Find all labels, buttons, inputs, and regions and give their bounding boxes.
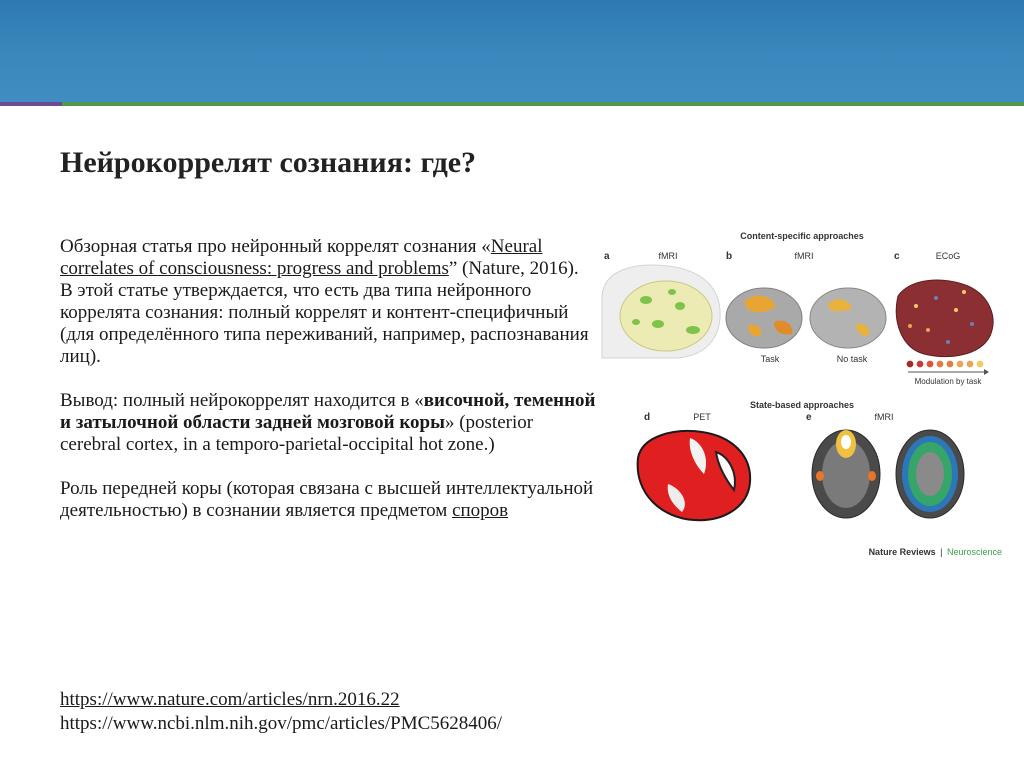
header-band [0, 0, 1024, 102]
dispute-link[interactable]: споров [452, 500, 509, 521]
panel-c-letter: c [894, 251, 900, 262]
panel-e-axial-slice-1 [812, 430, 880, 518]
label-no-task: No task [836, 354, 868, 364]
label-modulation-by-task: Modulation by task [914, 377, 982, 386]
panel-b-letter: b [726, 251, 733, 262]
panel-d-letter: d [644, 412, 651, 423]
header-divider [0, 102, 1024, 106]
paragraph-review: Обзорная статья про нейронный коррелят сознания «Neural correlates of consciousness: progress and problems” (Nature, 2016). В этой статье утверждается, что есть два типа нейронного коррелята сознания: полный коррелят и контент-специфичный (для определённого типа переживаний, например, распознавания лиц). [60, 236, 589, 367]
credit-separator: | [940, 547, 943, 557]
panel-b-no-task-brain [810, 288, 886, 348]
panel-e-axial-slice-2 [896, 430, 964, 518]
panel-b-task-brain [726, 288, 802, 348]
paragraph-frontal-cortex: Роль передней коры (которая связана с высшей интеллектуальной деятельностью) в сознании является предметом споров [60, 478, 594, 521]
reference-links [60, 688, 620, 736]
panel-e-method: fMRI [874, 412, 894, 422]
panel-a-method: fMRI [658, 251, 678, 261]
brain-figure [598, 226, 1004, 562]
panel-a-letter: a [604, 251, 610, 262]
label-task: Task [760, 354, 780, 364]
figure-credit [869, 547, 1002, 557]
header-divider-accent [0, 102, 62, 106]
panel-e-letter: e [806, 412, 812, 423]
nature-link[interactable]: https://www.nature.com/articles/nrn.2016.22 [60, 689, 400, 710]
section-state-based: State-based approaches [749, 400, 855, 410]
ncbi-link: https://www.ncbi.nlm.nih.gov/pmc/articles/PMC5628406/ [60, 713, 503, 734]
slide-body [60, 236, 596, 544]
credit-journal: Nature Reviews [868, 547, 936, 557]
posterior-cortex-emphasis: височной, теменной и затылочной области задней мозговой коры [60, 390, 596, 433]
slide-title: Нейрокоррелят сознания: где? [60, 146, 477, 179]
panel-d-method: PET [693, 412, 711, 422]
panel-c-method: ECoG [935, 251, 961, 261]
article-link[interactable]: Neural correlates of consciousness: progress and problems [60, 236, 543, 279]
paragraph-conclusion: Вывод: полный нейрокоррелят находится в «височной, теменной и затылочной области задней мозговой коры» (posterior cerebral cortex, in a temporo-parietal-occipital hot zone.) [60, 390, 596, 455]
panel-b-method: fMRI [794, 251, 814, 261]
panel-a-brain-image [602, 265, 720, 358]
credit-section: Neuroscience [946, 547, 1002, 557]
section-content-specific: Content-specific approaches [740, 231, 864, 241]
